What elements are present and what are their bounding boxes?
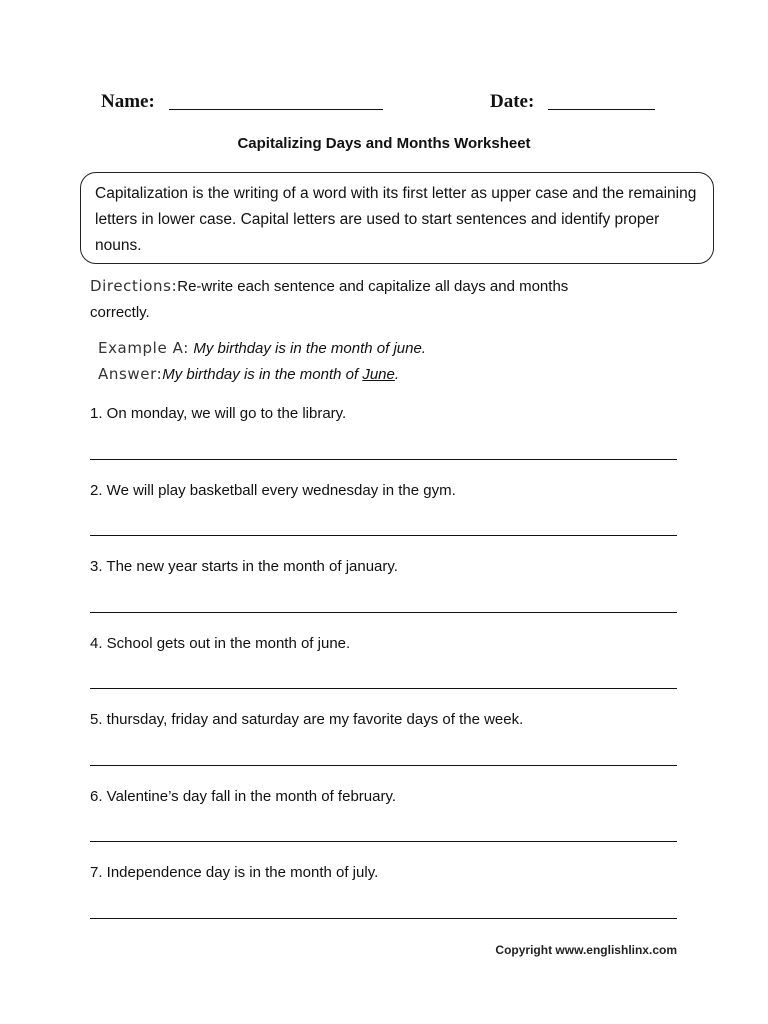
example-label: Example A:	[98, 339, 189, 357]
copyright-notice: Copyright www.englishlinx.com	[495, 943, 677, 957]
answer-line-2[interactable]	[90, 535, 677, 536]
name-label: Name:	[101, 91, 155, 112]
answer-line-5[interactable]	[90, 765, 677, 766]
question-1: 1. On monday, we will go to the library.	[90, 405, 347, 422]
answer-line-3[interactable]	[90, 612, 677, 613]
answer-prefix: My birthday is in the month of	[162, 366, 363, 383]
answer-line-7[interactable]	[90, 918, 677, 919]
question-5: 5. thursday, friday and saturday are my favorite days of the week.	[90, 711, 524, 728]
directions-text: Re-write each sentence and capitalize all days and months	[177, 278, 569, 295]
directions	[90, 274, 690, 300]
name-field[interactable]	[169, 109, 383, 110]
worksheet-title: Capitalizing Days and Months Worksheet	[237, 135, 531, 152]
example	[98, 339, 426, 358]
date-field[interactable]	[548, 109, 655, 110]
question-4: 4. School gets out in the month of june.	[90, 635, 351, 652]
answer-line-6[interactable]	[90, 841, 677, 842]
directions-label: Directions:	[90, 277, 178, 295]
question-6: 6. Valentine’s day fall in the month of february.	[90, 788, 397, 805]
question-3: 3. The new year starts in the month of january.	[90, 558, 398, 575]
definition-text: Capitalization is the writing of a word with its first letter as upper case and the remaining letters in lower case. Capital letters are used to start sentences and identify proper nouns.	[95, 185, 697, 254]
definition-box	[80, 172, 714, 264]
answer-label: Answer:	[98, 365, 163, 383]
example-answer	[98, 365, 399, 384]
answer-line-1[interactable]	[90, 459, 677, 460]
answer-capitalized-word: June	[362, 366, 395, 383]
date-label: Date:	[490, 91, 535, 112]
example-sentence: My birthday is in the month of june.	[193, 340, 426, 357]
question-7: 7. Independence day is in the month of july.	[90, 864, 379, 881]
question-2: 2. We will play basketball every wednesday in the gym.	[90, 482, 456, 499]
answer-line-4[interactable]	[90, 688, 677, 689]
directions-text-continued: correctly.	[90, 304, 150, 321]
answer-suffix: .	[394, 366, 400, 383]
